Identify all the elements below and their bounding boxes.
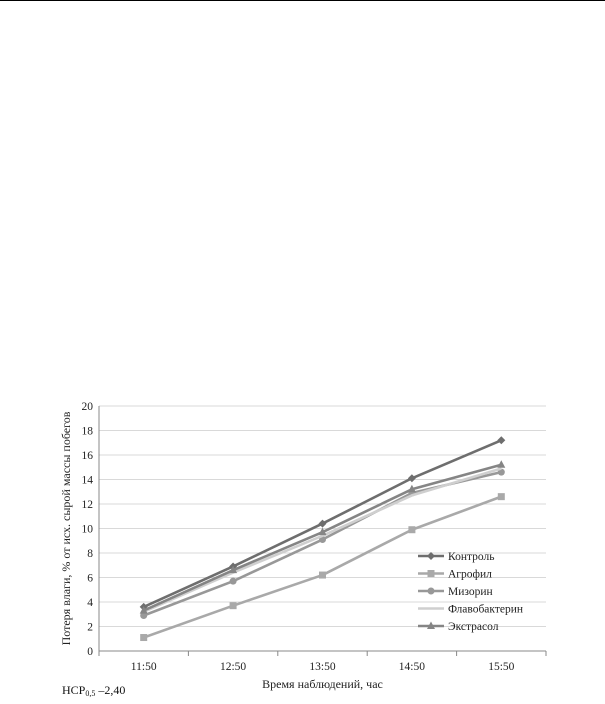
data-point	[408, 526, 415, 533]
x-tick-labels	[131, 661, 515, 673]
legend	[418, 551, 523, 633]
y-tick-label: 10	[81, 523, 93, 536]
y-tick-label: 16	[81, 450, 93, 462]
y-tick-labels	[82, 401, 94, 658]
y-tick-label: 6	[87, 572, 93, 585]
data-point	[319, 572, 326, 579]
y-axis-label: Потеря влаги, % от исх. сырой массы побегов	[59, 411, 73, 646]
y-tick-label: 18	[81, 425, 93, 438]
y-tick-label: 8	[87, 548, 93, 560]
legend-item	[418, 604, 523, 616]
x-tick-label: 12:50	[219, 661, 247, 673]
legend-item	[418, 569, 492, 581]
x-tick-label: 13:50	[309, 661, 336, 673]
data-point	[428, 570, 435, 577]
series-2	[140, 493, 505, 641]
data-point	[497, 460, 505, 468]
y-tick-label: 2	[87, 621, 93, 634]
data-point	[140, 634, 147, 641]
y-tick-label: 12	[81, 499, 93, 511]
legend-label: Мизорин	[448, 586, 493, 598]
series-line	[144, 497, 502, 638]
legend-item	[418, 586, 493, 598]
y-tick-label: 20	[81, 401, 93, 413]
y-tick-label: 4	[87, 597, 93, 609]
y-tick-label: 14	[81, 474, 93, 487]
series-1	[140, 436, 506, 611]
x-tick-label: 11:50	[130, 661, 157, 673]
lsd-value: –2,40	[95, 683, 126, 697]
x-tick-label: 14:50	[398, 661, 426, 673]
x-axis-label: Время наблюдений, час	[262, 677, 383, 691]
data-point	[428, 588, 435, 595]
legend-label: Контроль	[448, 551, 495, 563]
data-point	[230, 602, 237, 609]
legend-label: Экстрасол	[448, 621, 499, 633]
legend-label: Агрофил	[448, 568, 492, 581]
x-tick-label: 15:50	[488, 661, 515, 673]
legend-item	[418, 621, 499, 633]
lsd-note	[62, 683, 125, 698]
y-tick-label: 0	[87, 646, 93, 658]
lsd-prefix: НСР	[62, 683, 86, 697]
data-point	[230, 578, 237, 585]
lsd-subscript: 0,5	[85, 689, 96, 698]
legend-label: Флавобактерин	[448, 603, 524, 616]
data-point	[497, 436, 505, 444]
data-point	[498, 493, 505, 500]
